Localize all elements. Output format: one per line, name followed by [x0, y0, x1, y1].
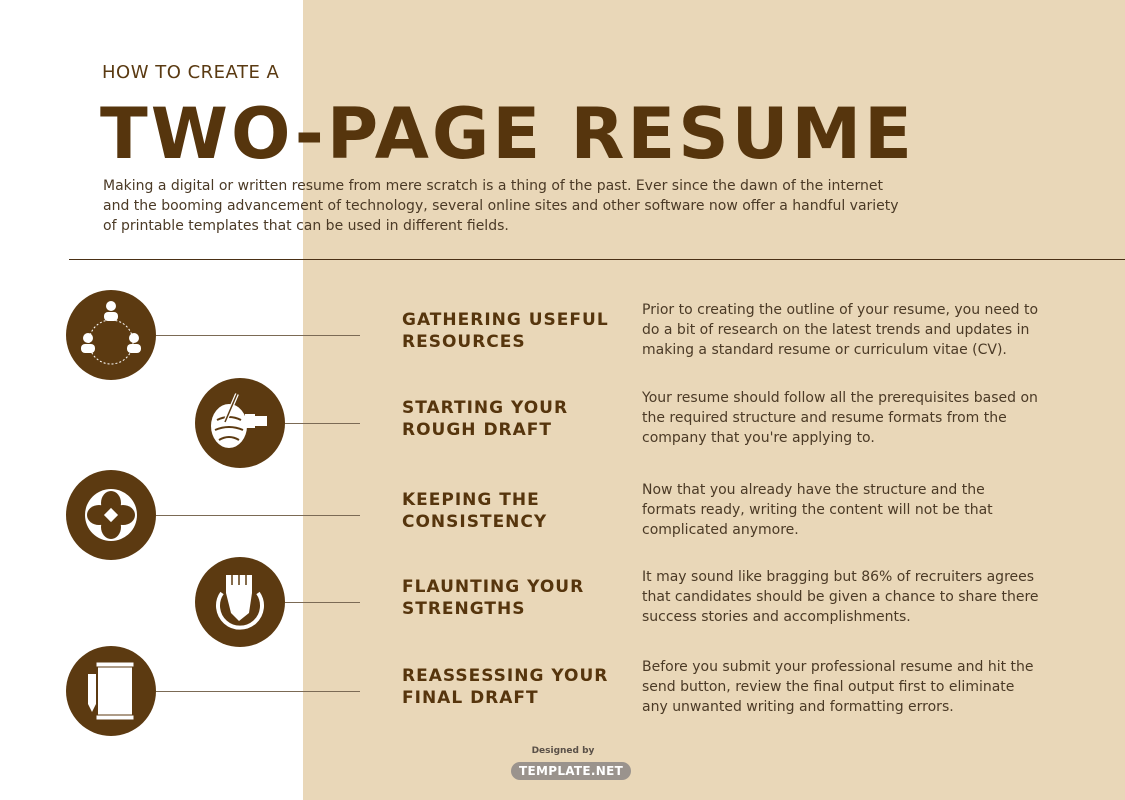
step-4-title	[402, 576, 622, 620]
step-5-description: Before you submit your professional resume and hit the send button, review the final output first to eliminate any unwanted writing and formatting errors.	[642, 659, 1034, 715]
connector-line	[156, 691, 360, 692]
step-1-title-line2: RESOURCES	[402, 332, 526, 352]
template-net-logo[interactable]: TEMPLATE.NET	[511, 762, 631, 780]
step-2-title-line1: STARTING YOUR	[402, 398, 569, 418]
header-divider	[69, 259, 1125, 260]
flower-pattern-icon	[66, 470, 156, 560]
step-3-title-line1: KEEPING THE	[402, 490, 540, 510]
step-2-title	[402, 397, 622, 441]
step-5-icon-circle	[66, 646, 156, 736]
step-2-icon-circle	[195, 378, 285, 468]
step-4-title-line2: STRENGTHS	[402, 599, 526, 619]
network-people-icon	[66, 290, 156, 380]
credit-label: Designed by	[531, 746, 595, 756]
step-3-title-line2: CONSISTENCY	[402, 512, 548, 532]
hand-writing-icon	[195, 378, 285, 468]
step-2-description: Your resume should follow all the prerequisites based on the required structure and resume formats from the company that you're applying to.	[642, 390, 1038, 446]
designer-credit	[511, 746, 624, 780]
intro-paragraph: Making a digital or written resume from mere scratch is a thing of the past. Ever since the dawn of the internet and the booming advancement of technology, several online sites and other software now offer a handful variety of printable templates that can be used in different fields.	[103, 178, 899, 234]
step-2-title-line2: ROUGH DRAFT	[402, 420, 553, 440]
header-kicker: HOW TO CREATE A	[102, 62, 280, 83]
step-3-title	[402, 489, 622, 533]
connector-line	[285, 423, 360, 424]
step-4-icon-circle	[195, 557, 285, 647]
step-1-title	[402, 309, 622, 353]
step-4-title-line1: FLAUNTING YOUR	[402, 577, 585, 597]
step-3-icon-circle	[66, 470, 156, 560]
step-5-title-line1: REASSESSING YOUR	[402, 666, 609, 686]
step-1-title-line1: GATHERING USEFUL	[402, 310, 609, 330]
pencil-paper-icon	[66, 646, 156, 736]
page-title: TWO-PAGE RESUME	[100, 93, 915, 175]
connector-line	[156, 335, 360, 336]
connector-line	[285, 602, 360, 603]
step-5-title	[402, 665, 622, 709]
raised-fist-icon	[195, 557, 285, 647]
step-1-icon-circle	[66, 290, 156, 380]
connector-line	[156, 515, 360, 516]
step-5-title-line2: FINAL DRAFT	[402, 688, 539, 708]
step-4-description: It may sound like bragging but 86% of recruiters agrees that candidates should be given a chance to share there success stories and accomplishments.	[642, 569, 1039, 625]
step-1-description: Prior to creating the outline of your resume, you need to do a bit of research on the latest trends and updates in making a standard resume or curriculum vitae (CV).	[642, 302, 1039, 358]
step-3-description: Now that you already have the structure and the formats ready, writing the content will not be that complicated anymore.	[642, 482, 993, 538]
